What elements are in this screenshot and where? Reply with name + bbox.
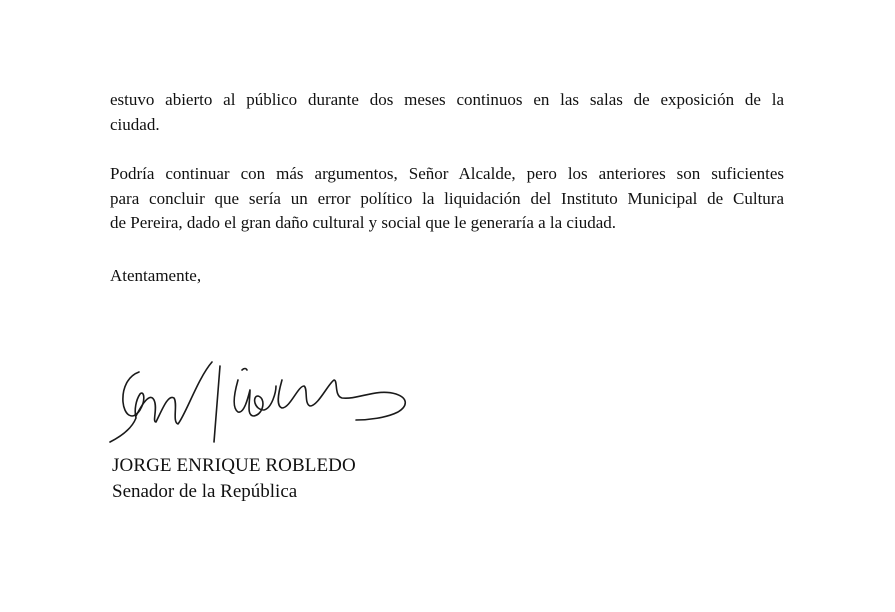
signer-name: JORGE ENRIQUE ROBLEDO xyxy=(112,455,356,476)
paragraph-exhibition xyxy=(110,88,784,137)
paragraph-line: estuvo abierto al público durante dos meses continuos en las salas de exposición de la xyxy=(110,90,784,109)
handwritten-signature xyxy=(106,350,416,455)
paragraph-line: ciudad. xyxy=(110,114,160,134)
paragraph-line: para concluir que sería un error político la liquidación del Instituto Municipal de Cultura xyxy=(110,188,784,208)
signer-title: Senador de la República xyxy=(112,481,298,502)
paragraph-line: Podría continuar con más argumentos, Señor Alcalde, pero los anteriores son suficientes xyxy=(110,164,784,183)
paragraph-conclusion xyxy=(110,162,784,236)
closing-salutation: Atentamente, xyxy=(110,266,202,285)
paragraph-line: de Pereira, dado el gran daño cultural y social que le generaría a la ciudad. xyxy=(110,213,616,232)
